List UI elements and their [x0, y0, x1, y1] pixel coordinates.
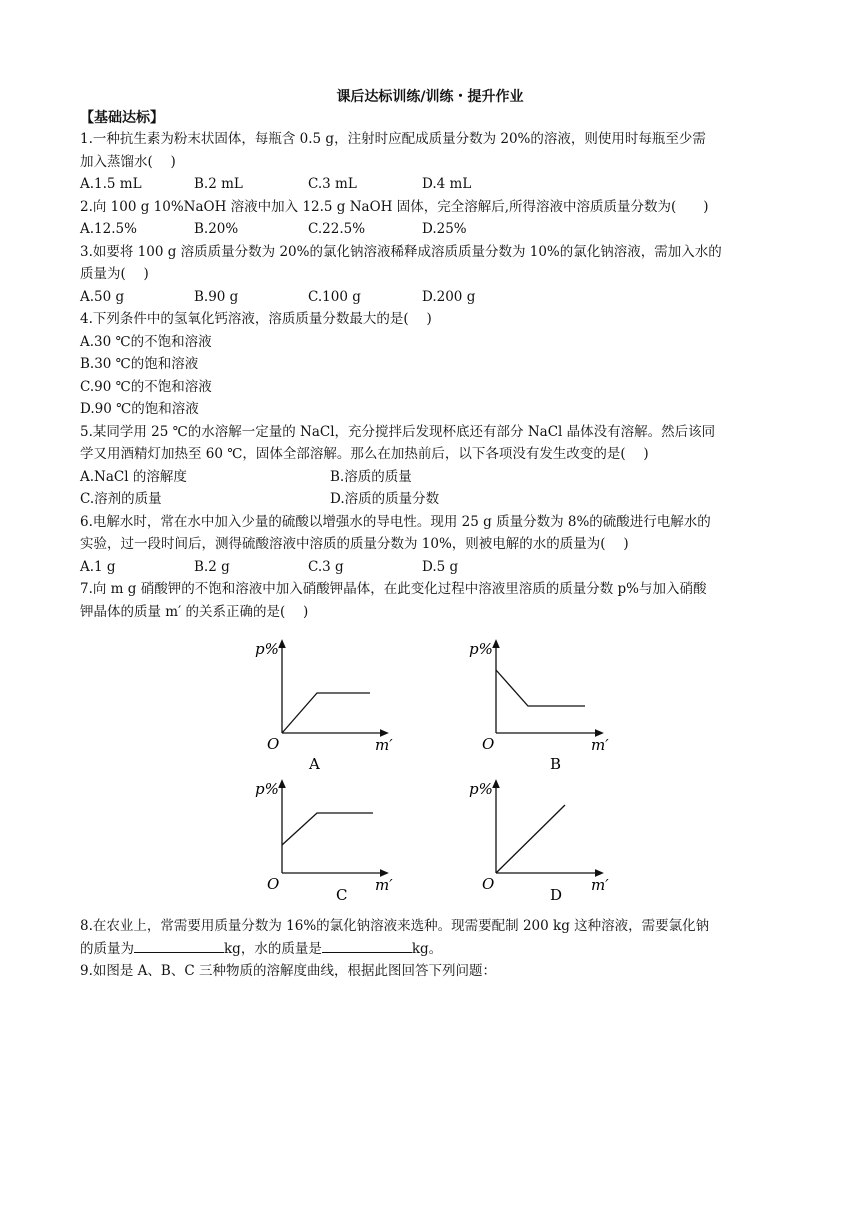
option-b: B.30 ℃的饱和溶液 [80, 356, 199, 372]
answer-blank-salt[interactable] [134, 938, 224, 953]
option-a: A.NaCl 的溶解度 [80, 468, 187, 485]
graph-b-curve [496, 670, 585, 706]
option-b: B.溶质的质量 [330, 468, 412, 485]
option-d: D.溶质的质量分数 [330, 491, 440, 507]
graph-d-x-label: m′ [591, 876, 609, 894]
question-list [80, 128, 780, 623]
option-d: D.200 g [422, 288, 476, 305]
graph-c-label: C [336, 886, 348, 904]
graph-b-origin: O [482, 735, 495, 753]
option-d: D.25% [422, 221, 467, 237]
question-8-text-a: 的质量为 [80, 940, 134, 957]
question-2-options [80, 218, 780, 241]
question-5-stem-line1: 5.某同学用 25 ℃的水溶解一定量的 NaCl，充分搅拌后发现杯底还有部分 NaCl 晶体没有溶解。然后该同 [80, 423, 716, 440]
option-a: A.50 g [80, 288, 125, 305]
graph-a-curve [282, 693, 370, 733]
option-d: D.5 g [422, 558, 459, 575]
graph-c-y-label: p% [255, 780, 279, 798]
question-3-stem-line2: 质量为( ) [80, 266, 149, 282]
question-8-stem-line1: 8.在农业上，常需要用质量分数为 16%的氯化钠溶液来选种。现需要配制 200 kg 这种溶液，需要氯化钠 [80, 918, 710, 934]
option-d: D.90 ℃的饱和溶液 [80, 401, 199, 417]
question-2-stem: 2.向 100 g 10%NaOH 溶液中加入 12.5 g NaOH 固体，完全溶解后,所得溶液中溶质质量分数为( ) [80, 198, 709, 215]
option-b: B.90 g [194, 288, 239, 305]
question-3-options [80, 286, 780, 309]
question-6-stem-line1: 6.电解水时，常在水中加入少量的硫酸以增强水的导电性。现用 25 g 质量分数为 8%的硫酸进行电解水的 [80, 513, 711, 530]
question-5-options-row1 [80, 466, 780, 489]
option-a: A.1 g [80, 558, 116, 575]
question-6-options [80, 556, 780, 579]
question-8-stem-line2 [80, 938, 780, 961]
question-8-text-c: kg。 [411, 940, 443, 957]
option-c: C.100 g [308, 288, 361, 305]
graph-d-label: D [550, 886, 563, 904]
option-b: B.2 g [194, 558, 230, 575]
graph-d-curve [496, 805, 565, 873]
graph-a-label: A [309, 755, 320, 773]
question-7-stem-line1: 7.向 m g 硝酸钾的不饱和溶液中加入硝酸钾晶体，在此变化过程中溶液里溶质的质量分数 p%与加入硝酸 [80, 581, 707, 597]
graph-b-y-label: p% [469, 640, 493, 658]
option-c: C.3 mL [308, 176, 357, 192]
question-9-stem: 9.如图是 A、B、C 三种物质的溶解度曲线，根据此图回答下列问题： [80, 963, 496, 979]
option-d: D.4 mL [422, 176, 472, 192]
option-b: B.20% [194, 221, 239, 237]
graph-a-y-label: p% [255, 640, 279, 658]
graph-a [255, 640, 393, 773]
option-c: C.3 g [308, 558, 344, 575]
answer-blank-water[interactable] [322, 938, 412, 953]
graph-a-x-label: m′ [375, 736, 393, 754]
page-title: 课后达标训练/训练・提升作业 [336, 89, 524, 105]
graph-b [469, 640, 609, 773]
graph-d-y-label: p% [469, 780, 493, 798]
question-3-stem-line1: 3.如要将 100 g 溶质质量分数为 20%的氯化钠溶液稀释成溶质质量分数为 10%的氯化钠溶液，需加入水的 [80, 243, 722, 260]
section-heading: 【基础达标】 [80, 110, 164, 126]
question-4-stem: 4.下列条件中的氢氧化钙溶液，溶质质量分数最大的是( ) [80, 311, 432, 327]
graph-c [255, 780, 393, 904]
option-a: A.1.5 mL [80, 176, 142, 192]
option-b: B.2 mL [194, 176, 243, 192]
question-7-stem-line2: 钾晶体的质量 m′ 的关系正确的是( ) [80, 603, 309, 620]
option-c: C.90 ℃的不饱和溶液 [80, 378, 212, 395]
question-1-stem-line1: 1.一种抗生素为粉末状固体，每瓶含 0.5 g，注射时应配成质量分数为 20%的溶液，则使用时每瓶至少需 [80, 131, 706, 147]
graph-a-origin: O [267, 735, 280, 753]
graph-d-origin: O [482, 875, 495, 893]
option-c: C.溶剂的质量 [80, 491, 162, 507]
question-6-stem-line2: 实验，过一段时间后，测得硫酸溶液中溶质的质量分数为 10%，则被电解的水的质量为( ) [80, 536, 629, 552]
question-5-stem-line2: 学又用酒精灯加热至 60 ℃，固体全部溶解。那么在加热前后，以下各项没有发生改变的是( ) [80, 446, 649, 462]
graph-b-label: B [550, 755, 562, 773]
question-7-graphs [245, 638, 625, 908]
graph-c-origin: O [267, 875, 280, 893]
question-8-text-b: kg，水的质量是 [224, 940, 322, 957]
question-1-stem-line2: 加入蒸馏水( ) [80, 153, 176, 170]
option-a: A.12.5% [80, 221, 137, 237]
question-list-continued [80, 915, 780, 983]
question-5-options-row2 [80, 488, 780, 511]
option-c: C.22.5% [308, 221, 366, 237]
graph-b-x-label: m′ [591, 736, 609, 754]
option-a: A.30 ℃的不饱和溶液 [80, 333, 212, 350]
graph-c-curve [282, 813, 373, 845]
question-1-options [80, 173, 780, 196]
graph-d [469, 780, 609, 904]
graph-c-x-label: m′ [375, 876, 393, 894]
graphs-figure [245, 638, 625, 908]
